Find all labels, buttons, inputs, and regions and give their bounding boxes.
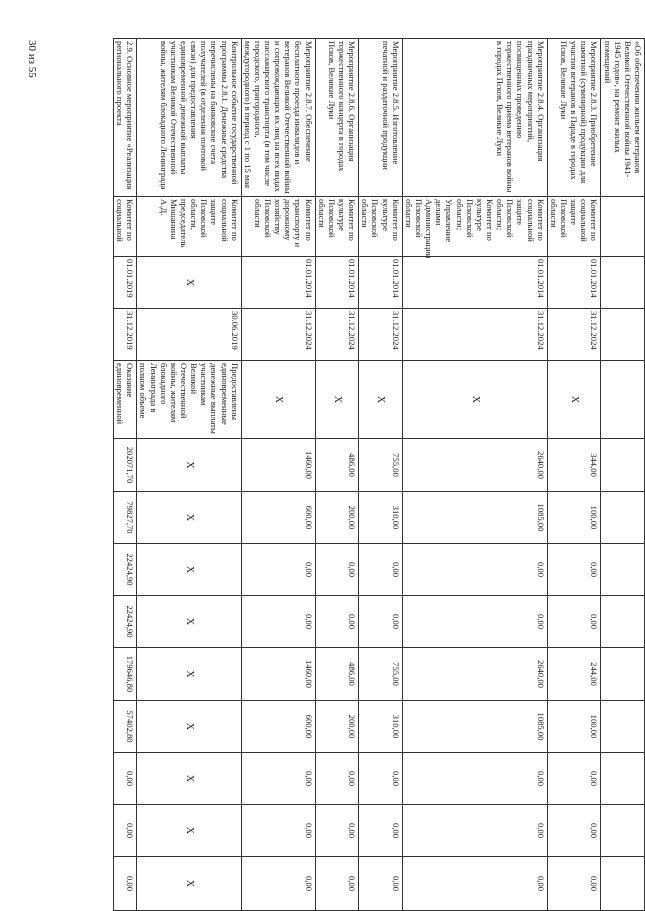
cell-name: 2.9. Основное мероприятие «Реализация регионального проекта [113, 39, 136, 197]
cell-name: Контрольное событие государственной программы 2.8.1. Денежные средства перечислены на банковские счета получателей (в отделения почтовой связи) для предоставления единовременной денежной выплаты участникам Великой Отечественной войны, жителям блокадного Ленинграда [137, 39, 241, 197]
cell-total: 755,00 [359, 439, 403, 492]
cell-value: 0,00 [547, 544, 601, 596]
cell-total: 2640,00 [402, 439, 547, 492]
cell-value: 0,00 [315, 805, 359, 857]
cell-end: 31.12.2019 [113, 309, 136, 361]
cell-result: X [315, 361, 359, 439]
cell-start: 01.01.2014 [315, 257, 359, 309]
cell-total: 202071,70 [113, 439, 136, 492]
program-table [113, 38, 645, 911]
cell-value: X [137, 701, 241, 753]
cell-value: 179646,80 [113, 648, 136, 701]
table-row [547, 39, 601, 911]
cell-value [601, 701, 645, 753]
cell-start: 01.01.2014 [241, 257, 315, 309]
cell-executor: Комитет по транспорту и дорожному хозяйству Псковской области [241, 197, 315, 257]
table-row [241, 39, 315, 911]
cell-value: 0,00 [113, 805, 136, 857]
cell-value: 0,00 [241, 596, 315, 648]
cell-value: 0,00 [359, 544, 403, 596]
cell-value [601, 492, 645, 544]
cell-name: Мероприятие 2.8.3. Приобретение памятной (сувенирной) продукции для участия ветеранов в Параде в городах Псков, Великие Луки [547, 39, 601, 197]
cell-value: 600,00 [241, 492, 315, 544]
cell-value: 57402,80 [113, 701, 136, 753]
page-number-text: 30 из 55 [26, 40, 38, 78]
cell-executor: Комитет по социальной защите Псковской области [547, 197, 601, 257]
cell-value: 0,00 [402, 805, 547, 857]
cell-value: 0,00 [547, 753, 601, 805]
cell-value: X [137, 805, 241, 857]
cell-result: Оказание единовременной [113, 361, 136, 439]
cell-value [601, 805, 645, 857]
cell-value: 244,00 [547, 648, 601, 701]
cell-total: 486,00 [315, 439, 359, 492]
cell-value: 0,00 [315, 753, 359, 805]
cell-start: 01.01.2014 [359, 257, 403, 309]
cell-name: Мероприятие 2.8.4. Организация праздничных мероприятий, посвященных проведению торжественного приема ветеранов войны в городах Псков, Великие Луки [402, 39, 547, 197]
cell-value: 0,00 [359, 857, 403, 911]
cell-value [601, 596, 645, 648]
cell-name: Мероприятие 2.8.6. Организация торжественного концерта в городах Псков, Великие Луки [315, 39, 359, 197]
cell-value: 0,00 [315, 544, 359, 596]
cell-start: 01.01.2019 [113, 257, 136, 309]
cell-result: Предоставлены единовременные денежные выплаты участникам Великой Отечественной войны, жителям блокадного Ленинграда в полном объеме [137, 361, 241, 439]
cell-start [601, 257, 645, 309]
cell-value: 1085,00 [402, 492, 547, 544]
cell-total: X [137, 439, 241, 492]
cell-value: 0,00 [359, 805, 403, 857]
cell-value: 0,00 [547, 857, 601, 911]
table-row [601, 39, 645, 911]
cell-value: 0,00 [402, 596, 547, 648]
cell-value: 1460,00 [241, 648, 315, 701]
cell-result: X [359, 361, 403, 439]
cell-result: X [547, 361, 601, 439]
cell-value [601, 857, 645, 911]
cell-value: 755,00 [359, 648, 403, 701]
cell-value: 200,00 [315, 492, 359, 544]
cell-end: 31.12.2024 [359, 309, 403, 361]
cell-value: 200,00 [315, 701, 359, 753]
cell-value [601, 648, 645, 701]
cell-name: «Об обеспечении жильем ветеранов Великой Отечественной войны 1941-1945 годов», на ремонт жилых помещений [601, 39, 645, 197]
cell-executor: Комитет по культуре Псковской области [359, 197, 403, 257]
cell-value: 2640,00 [402, 648, 547, 701]
cell-total: 344,00 [547, 439, 601, 492]
cell-executor: Комитет по социальной защите Псковской области; Комитет по культуре Псковской области; Управление делами Администрации Псковской области [402, 197, 547, 257]
cell-value: 0,00 [359, 753, 403, 805]
cell-value: 600,00 [241, 701, 315, 753]
cell-value [601, 544, 645, 596]
cell-value: X [137, 596, 241, 648]
table-row [402, 39, 547, 911]
cell-value: X [137, 544, 241, 596]
cell-value: 22424,90 [113, 544, 136, 596]
cell-value: 0,00 [241, 544, 315, 596]
cell-value: 0,00 [402, 753, 547, 805]
cell-value: 0,00 [547, 805, 601, 857]
cell-end: 30.06.2019 [137, 309, 241, 361]
cell-result: X [241, 361, 315, 439]
table-row [315, 39, 359, 911]
table-row [113, 39, 136, 911]
cell-end: 31.12.2024 [241, 309, 315, 361]
cell-end [601, 309, 645, 361]
cell-start: 01.01.2014 [547, 257, 601, 309]
cell-value: 486,00 [315, 648, 359, 701]
cell-value: 0,00 [315, 596, 359, 648]
cell-executor: Комитет по социальной [113, 197, 136, 257]
cell-value [601, 753, 645, 805]
cell-value: 310,00 [359, 492, 403, 544]
table-row [137, 39, 241, 911]
cell-executor: Комитет по социальной защите Псковской области, председатель Мишанина А.Д. [137, 197, 241, 257]
cell-end: 31.12.2024 [402, 309, 547, 361]
cell-value: 100,00 [547, 492, 601, 544]
cell-result: X [402, 361, 547, 439]
cell-name: Мероприятие 2.8.5. Изготовление печатной и раздаточной продукции [359, 39, 403, 197]
cell-value: X [137, 753, 241, 805]
cell-value: 0,00 [547, 596, 601, 648]
cell-value: 22424,90 [113, 596, 136, 648]
cell-value: 0,00 [402, 544, 547, 596]
cell-end: 31.12.2024 [315, 309, 359, 361]
cell-value: 0,00 [113, 857, 136, 911]
cell-value: 0,00 [113, 753, 136, 805]
cell-value: X [137, 492, 241, 544]
cell-total: 1460,00 [241, 439, 315, 492]
cell-value: 0,00 [241, 753, 315, 805]
table-row [359, 39, 403, 911]
cell-total [601, 439, 645, 492]
cell-start: X [137, 257, 241, 309]
cell-result [601, 361, 645, 439]
cell-start: 01.01.2014 [402, 257, 547, 309]
cell-value: X [137, 857, 241, 911]
cell-value: 0,00 [241, 857, 315, 911]
cell-end: 31.12.2024 [547, 309, 601, 361]
cell-value: 0,00 [359, 596, 403, 648]
cell-value: X [137, 648, 241, 701]
cell-value: 100,00 [547, 701, 601, 753]
cell-value: 79827,70 [113, 492, 136, 544]
cell-executor: Комитет по культуре Псковской области [315, 197, 359, 257]
cell-executor [601, 197, 645, 257]
cell-value: 0,00 [241, 805, 315, 857]
cell-value: 310,00 [359, 701, 403, 753]
cell-name: Мероприятие 2.8.7. Обеспечение бесплатного проезда инвалидов и ветеранов Великой Отечественной войны и сопровождающих их лиц на всех видах пассажирского транспорта (в том числе городского, пригородного, междугородного) в период с 1 по 15 мая [241, 39, 315, 197]
cell-value: 1085,00 [402, 701, 547, 753]
table-container [85, 38, 645, 892]
cell-value: 0,00 [315, 857, 359, 911]
cell-value: 0,00 [402, 857, 547, 911]
